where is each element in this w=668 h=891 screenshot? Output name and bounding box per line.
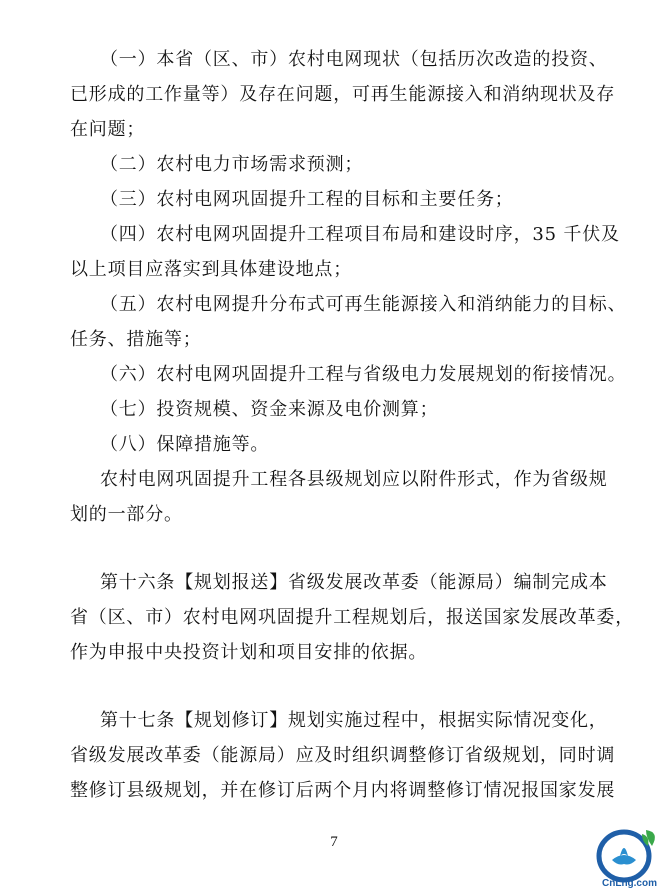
list-item-6: （六）农村电网巩固提升工程与省级电力发展规划的衔接情况。: [100, 364, 627, 385]
list-item-7: （七）投资规模、资金来源及电价测算；: [100, 399, 439, 420]
article-16-line-3: 作为申报中央投资计划和项目安排的依据。: [70, 642, 428, 663]
logo-drop-icon: [620, 848, 628, 856]
list-item-8: （八）保障措施等。: [100, 434, 270, 455]
page-number: 7: [330, 834, 338, 850]
article-17-line-3: 整修订县级规划，并在修订后两个月内将调整修订情况报国家发展: [70, 780, 616, 801]
list-item-5-line-2: 任务、措施等；: [70, 329, 202, 350]
logo-text: CnLng.com: [602, 878, 657, 889]
article-17-line-1: 第十七条【规划修订】规划实施过程中，根据实际情况变化，: [100, 710, 608, 731]
list-item-1-line-2: 已形成的工作量等）及存在问题，可再生能源接入和消纳现状及存: [70, 84, 616, 105]
list-item-3: （三）农村电网巩固提升工程的目标和主要任务；: [100, 189, 514, 210]
list-item-2: （二）农村电力市场需求预测；: [100, 154, 364, 175]
article-16-line-2: 省（区、市）农村电网巩固提升工程规划后，报送国家发展改革委，: [70, 607, 634, 628]
list-item-4-line-1: （四）农村电网巩固提升工程项目布局和建设时序，35 千伏及: [100, 224, 620, 245]
list-item-4-line-2: 以上项目应落实到具体建设地点；: [70, 259, 352, 280]
article-17-line-2: 省级发展改革委（能源局）应及时组织调整修订省级规划，同时调: [70, 745, 616, 766]
list-item-5-line-1: （五）农村电网提升分布式可再生能源接入和消纳能力的目标、: [100, 294, 627, 315]
article-16-line-1: 第十六条【规划报送】省级发展改革委（能源局）编制完成本: [100, 572, 608, 593]
list-item-1-line-3: 在问题；: [70, 119, 146, 140]
paragraph-county-plan-line-2: 划的一部分。: [70, 504, 183, 525]
paragraph-county-plan-line-1: 农村电网巩固提升工程各县级规划应以附件形式，作为省级规: [100, 469, 608, 490]
list-item-1-line-1: （一）本省（区、市）农村电网现状（包括历次改造的投资、: [100, 49, 608, 70]
logo-water-icon: [612, 855, 636, 865]
watermark-logo: [594, 822, 664, 890]
